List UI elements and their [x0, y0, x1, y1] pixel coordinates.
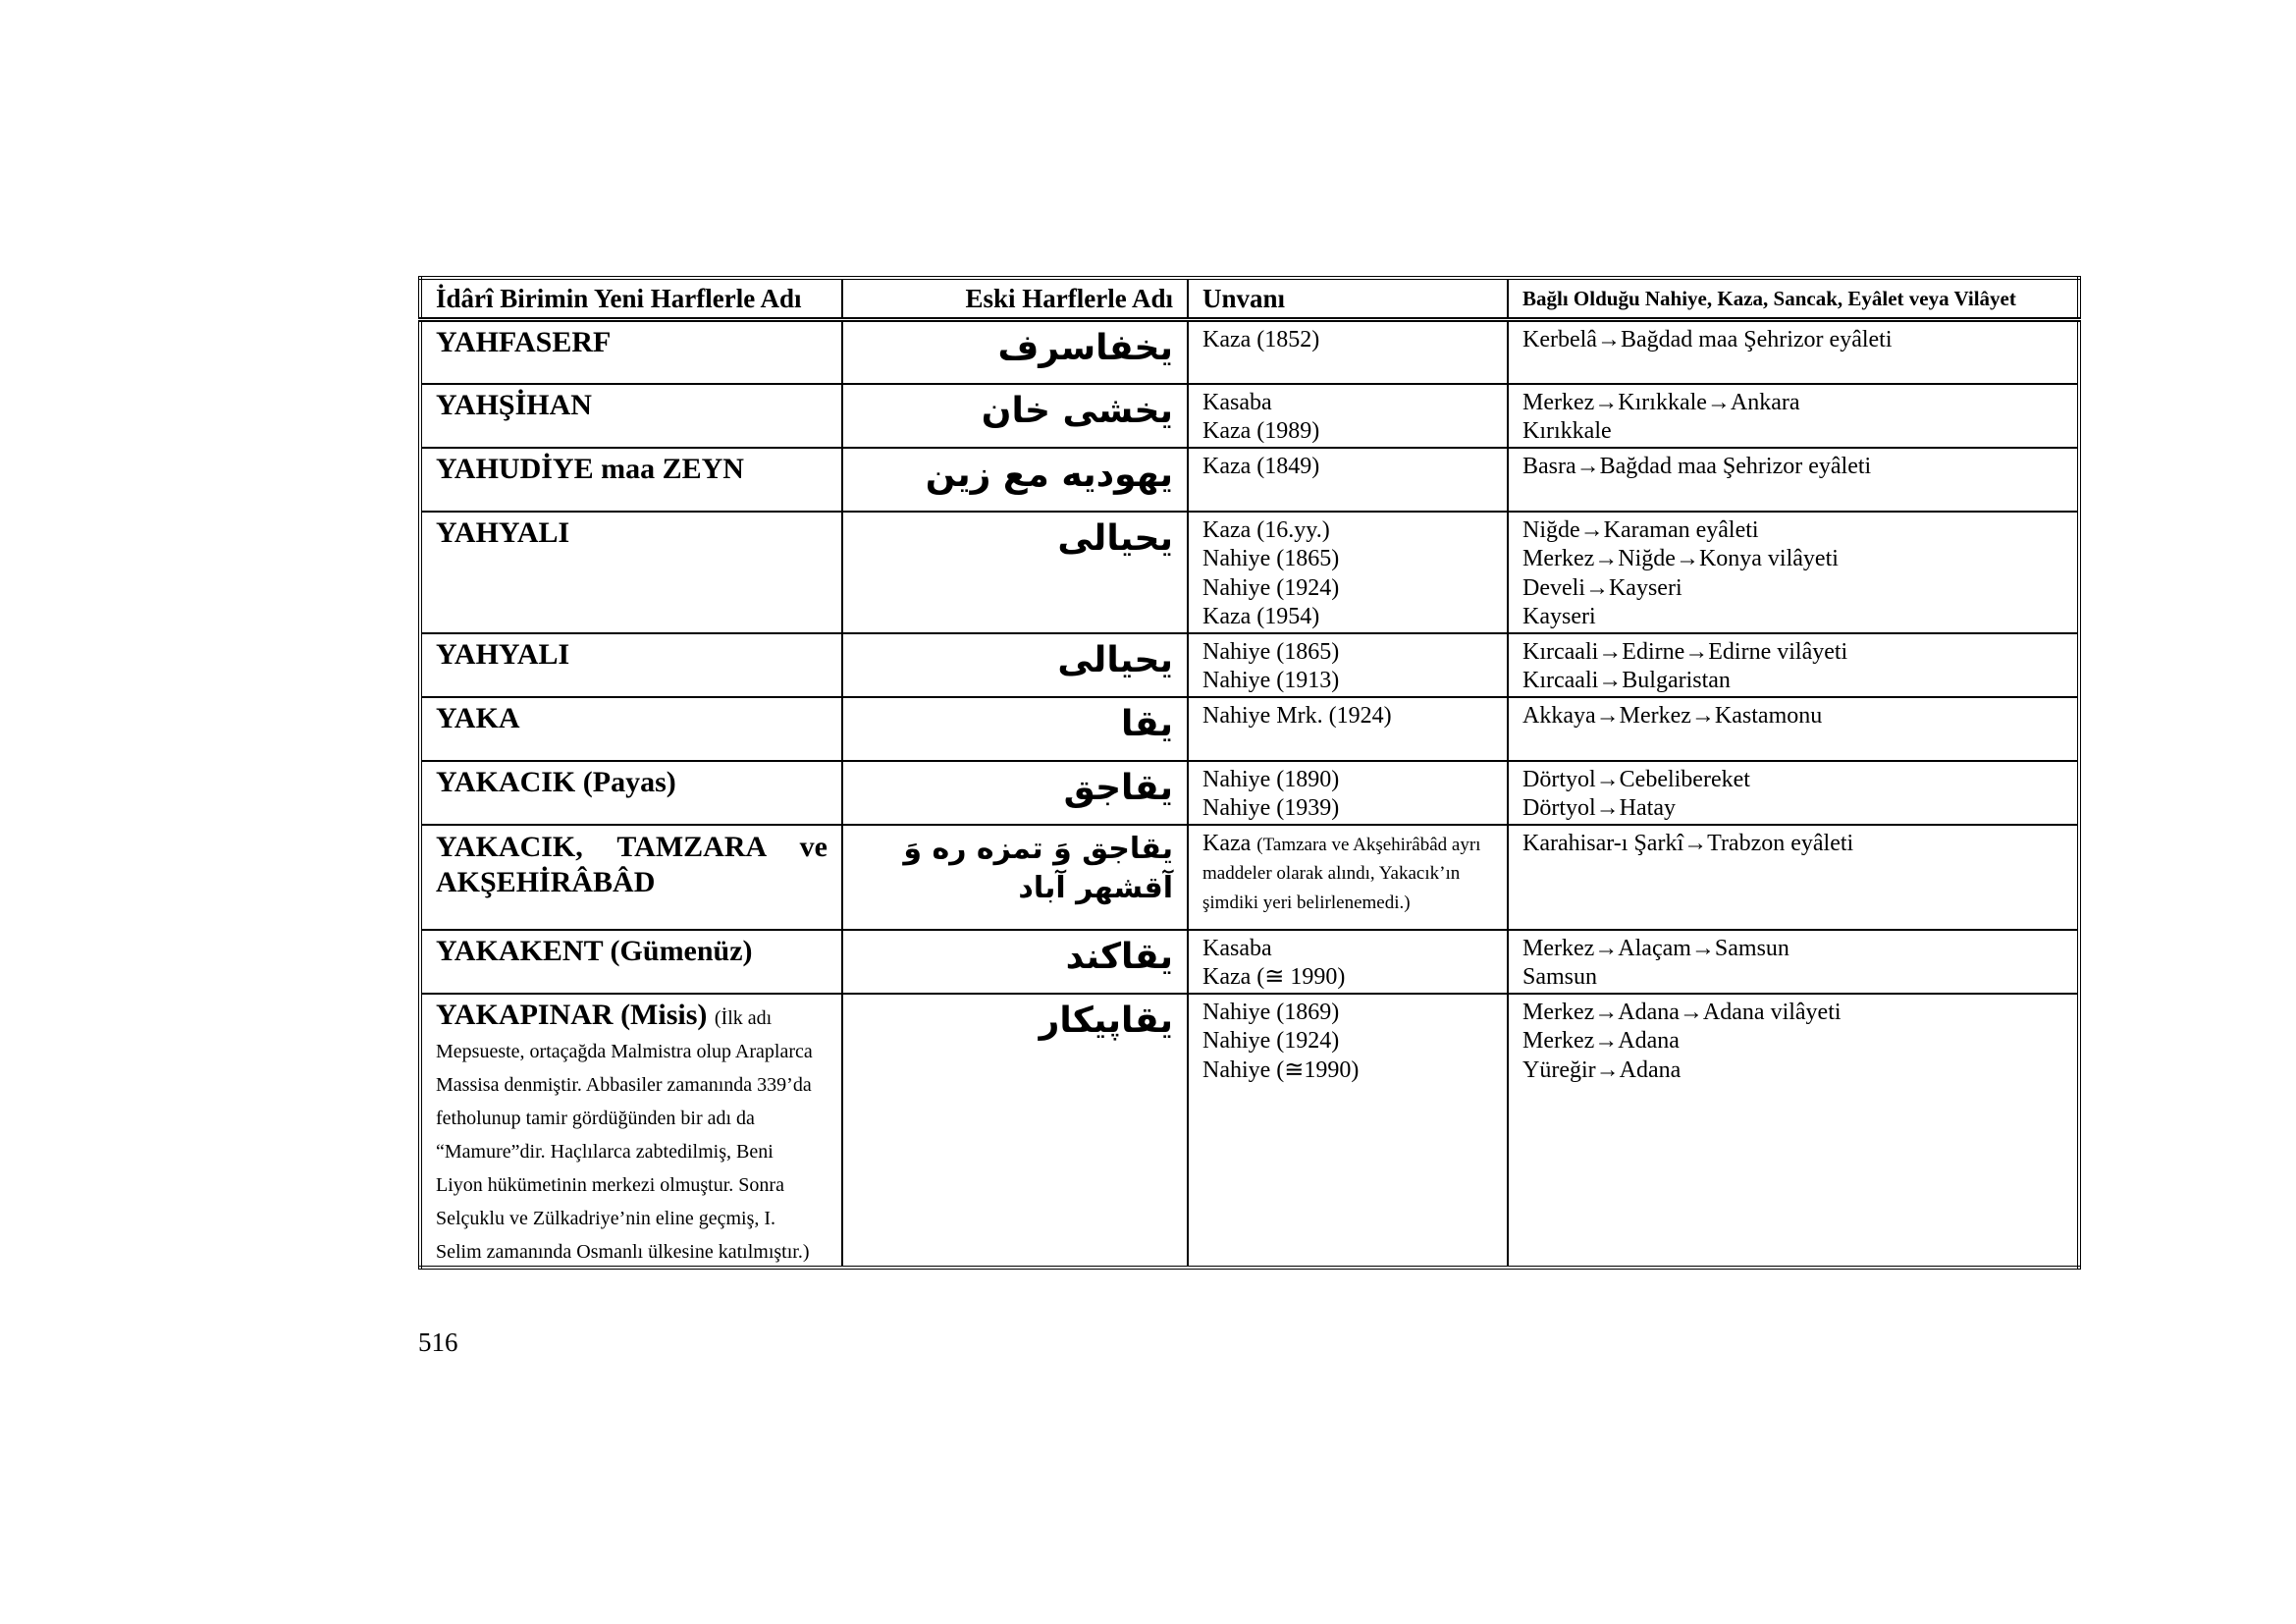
row-old-name: يحيالى	[842, 512, 1188, 633]
bound-line: Kerbelâ→Bağdad maa Şehrizor eyâleti	[1522, 327, 1893, 352]
title-line: Nahiye (1890)	[1202, 766, 1340, 792]
bound-line: Develi→Kayseri	[1522, 574, 1682, 601]
bound-line: Niğde→Karaman eyâleti	[1522, 516, 1759, 543]
row-bound-to	[1508, 761, 2079, 825]
row-name-note: (İlk adı Mepsueste, ortaçağda Malmistra olup Araplarca Massisa denmiştir. Abbasiler zamanında 339’da fetholunup tamir gördüğünden bir adı da “Mamure”dir. Haçlılarca zabtedilmiş, Beni Liyon hükümetinin merkezi olmuştur. Sonra Selçuklu ve Zülkadriye’nin eline geçmiş, I. Selim zamanında Osmanlı ülkesine katılmıştır.)	[436, 1006, 813, 1263]
row-name: YAHUDİYE maa ZEYN	[420, 448, 842, 512]
row-title	[1188, 384, 1508, 448]
row-old-name: يهوديه مع زين	[842, 448, 1188, 512]
title-line: Kaza (1954)	[1202, 604, 1320, 629]
row-old-name: يخفاسرف	[842, 320, 1188, 384]
row-title	[1188, 633, 1508, 697]
title-line: Nahiye (1869)	[1202, 999, 1340, 1025]
row-bound-to	[1508, 697, 2079, 761]
title-line: Nahiye (1924)	[1202, 574, 1340, 601]
row-title	[1188, 825, 1508, 930]
row-title	[1188, 512, 1508, 633]
bound-line: Kırcaali→Edirne→Edirne vilâyeti	[1522, 638, 1848, 665]
table-row	[420, 994, 2079, 1268]
title-line: Kaza (16.yy.)	[1202, 516, 1330, 543]
title-line: Kasaba	[1202, 389, 1272, 415]
header-bound-to: Bağlı Olduğu Nahiye, Kaza, Sancak, Eyâlet veya Vilâyet	[1508, 278, 2079, 320]
row-title	[1188, 697, 1508, 761]
bound-line: Merkez→Adana	[1522, 1028, 1680, 1054]
bound-line: Merkez→Alaçam→Samsun	[1522, 935, 1789, 961]
row-bound-to	[1508, 994, 2079, 1268]
row-name: YAHFASERF	[420, 320, 842, 384]
table-row	[420, 384, 2079, 448]
bound-line: Akkaya→Merkez→Kastamonu	[1522, 702, 1823, 729]
title-main: Kaza	[1202, 830, 1252, 856]
bound-line: Basra→Bağdad maa Şehrizor eyâleti	[1522, 453, 1872, 479]
row-name: YAHYALI	[420, 512, 842, 633]
row-old-name: يقاجق وَ تمزه ره وَ آقشهر آباد	[842, 825, 1188, 930]
row-bound-to	[1508, 633, 2079, 697]
row-bound-to	[1508, 320, 2079, 384]
title-line: Nahiye (≅1990)	[1202, 1056, 1360, 1083]
title-line: Kaza (1989)	[1202, 418, 1320, 444]
row-bound-to	[1508, 512, 2079, 633]
row-title	[1188, 320, 1508, 384]
row-name: YAKA	[420, 697, 842, 761]
row-old-name: يحيالى	[842, 633, 1188, 697]
title-line: Kaza (≅ 1990)	[1202, 964, 1346, 990]
table-row	[420, 697, 2079, 761]
title-note: (Tamzara ve Akşehirâbâd ayrı maddeler olarak alındı, Yakacık’ın şimdiki yeri belirlenemedi.)	[1202, 834, 1481, 913]
row-bound-to	[1508, 384, 2079, 448]
bound-line: Kayseri	[1522, 604, 1596, 629]
title-line: Nahiye Mrk. (1924)	[1202, 702, 1392, 729]
table-row	[420, 825, 2079, 930]
table-row	[420, 930, 2079, 994]
title-line: Nahiye (1865)	[1202, 638, 1340, 665]
header-title: Unvanı	[1188, 278, 1508, 320]
bound-line: Merkez→Kırıkkale→Ankara	[1522, 389, 1800, 415]
table-row	[420, 512, 2079, 633]
bound-line: Dörtyol→Hatay	[1522, 795, 1676, 821]
gazetteer-table	[418, 276, 2081, 1270]
table-row	[420, 320, 2079, 384]
title-line: Kaza (1852)	[1202, 327, 1320, 352]
title-line: Kaza (1849)	[1202, 453, 1320, 479]
row-old-name: يقا	[842, 697, 1188, 761]
title-line: Nahiye (1939)	[1202, 795, 1340, 821]
title-line: Nahiye (1924)	[1202, 1028, 1340, 1054]
bound-line: Dörtyol→Cebelibereket	[1522, 766, 1750, 792]
row-old-name: يخشى خان	[842, 384, 1188, 448]
row-title	[1188, 448, 1508, 512]
bound-line: Merkez→Adana→Adana vilâyeti	[1522, 999, 1842, 1025]
row-old-name: يقاكند	[842, 930, 1188, 994]
title-line: Nahiye (1865)	[1202, 546, 1340, 571]
row-name: YAKAKENT (Gümenüz)	[420, 930, 842, 994]
bound-line: Merkez→Niğde→Konya vilâyeti	[1522, 546, 1839, 571]
table-row	[420, 633, 2079, 697]
row-title	[1188, 930, 1508, 994]
page-number: 516	[418, 1327, 458, 1357]
bound-line: Karahisar-ı Şarkî→Trabzon eyâleti	[1522, 830, 1854, 856]
table-header-row	[420, 278, 2079, 320]
row-old-name: يقاپيكار	[842, 994, 1188, 1268]
row-old-name: يقاجق	[842, 761, 1188, 825]
row-name: YAHŞİHAN	[420, 384, 842, 448]
table-row	[420, 761, 2079, 825]
title-line: Nahiye (1913)	[1202, 668, 1340, 693]
table-row	[420, 448, 2079, 512]
row-title	[1188, 761, 1508, 825]
row-bound-to	[1508, 930, 2079, 994]
row-name: YAKACIK (Payas)	[420, 761, 842, 825]
row-title	[1188, 994, 1508, 1268]
bound-line: Kırcaali→Bulgaristan	[1522, 668, 1731, 693]
row-name-main: YAKAPINAR (Misis)	[436, 998, 708, 1031]
header-new-name: İdârî Birimin Yeni Harflerle Adı	[420, 278, 842, 320]
row-bound-to	[1508, 448, 2079, 512]
bound-line: Kırıkkale	[1522, 418, 1612, 444]
bound-line: Yüreğir→Adana	[1522, 1056, 1682, 1083]
header-old-name: Eski Harflerle Adı	[842, 278, 1188, 320]
row-bound-to	[1508, 825, 2079, 930]
row-name: YAKACIK, TAMZARA ve AKŞEHİRÂBÂD	[420, 825, 842, 930]
title-line: Kasaba	[1202, 935, 1272, 961]
bound-line: Samsun	[1522, 964, 1598, 990]
row-name: YAHYALI	[420, 633, 842, 697]
row-name	[420, 994, 842, 1268]
